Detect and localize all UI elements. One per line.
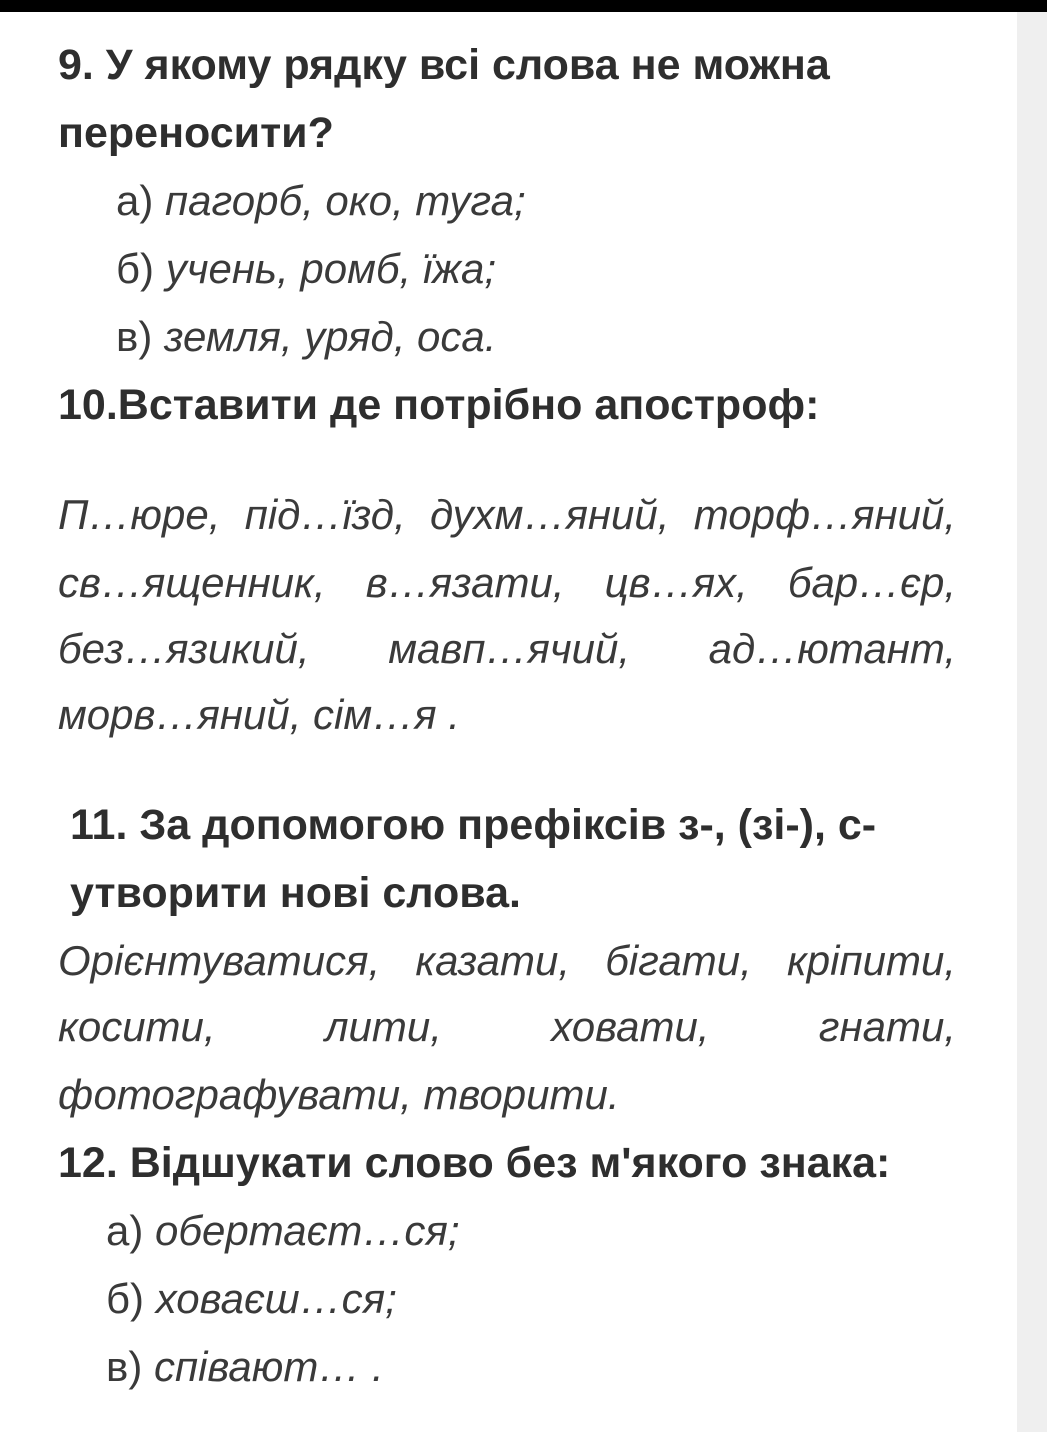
option-letter: а) (116, 177, 154, 224)
option-letter: а) (106, 1207, 144, 1254)
q12-option-c (106, 1343, 384, 1390)
word: в…язати, (365, 559, 565, 606)
q11-title-line2: утворити нові слова. (70, 869, 521, 917)
q11-line2 (58, 1003, 956, 1050)
q12-option-a (106, 1207, 460, 1254)
q11-title-line1: 11. За допомогою префіксів з-, (зі-), с- (70, 801, 877, 849)
word: гнати, (818, 1003, 956, 1050)
word: бар…єр, (787, 559, 956, 606)
option-letter: б) (106, 1275, 145, 1322)
option-text: земля, уряд, оса. (163, 313, 497, 360)
word: бігати, (605, 937, 752, 984)
word: казати, (415, 937, 571, 984)
q11-line1 (58, 937, 956, 984)
q11-line3: фотографувати, творити. (58, 1071, 620, 1118)
word: косити, (58, 1003, 216, 1050)
word: без…язикий, (58, 625, 310, 672)
q12-option-b (106, 1275, 397, 1322)
word: торф…яний, (693, 491, 956, 538)
option-text: обертаєт…ся; (155, 1207, 460, 1254)
word: Орієнтуватися, (58, 937, 381, 984)
q12-title: 12. Відшукати слово без м'якого знака: (58, 1139, 891, 1187)
q9-title-line2: переносити? (58, 109, 334, 157)
q10-line3 (58, 625, 956, 672)
option-text: ховаєш…ся; (155, 1275, 397, 1322)
q10-line4: морв…яний, сім…я . (58, 691, 460, 738)
q9-option-a (116, 177, 526, 224)
q9-option-b (116, 245, 497, 292)
option-letter: в) (106, 1343, 143, 1390)
option-text: співают… . (153, 1343, 384, 1390)
q9-option-c (116, 313, 497, 360)
word: П…юре, (58, 491, 221, 538)
option-letter: в) (116, 313, 153, 360)
word: кріпити, (786, 937, 956, 984)
q9-title-line1: 9. У якому рядку всі слова не можна (58, 41, 830, 89)
word: св…ященник, (58, 559, 326, 606)
option-letter: б) (116, 245, 155, 292)
option-text: учень, ромб, їжа; (165, 245, 497, 292)
word: ховати, (551, 1003, 710, 1050)
word: під…їзд, (244, 491, 406, 538)
word: лити, (324, 1003, 442, 1050)
word: цв…ях, (604, 559, 748, 606)
word: духм…яний, (429, 491, 670, 538)
option-text: пагорб, око, туга; (165, 177, 526, 224)
word: мавп…ячий, (388, 625, 630, 672)
q10-title: 10.Вставити де потрібно апостроф: (58, 381, 820, 429)
right-gutter (1017, 12, 1047, 1432)
q10-line2 (58, 559, 956, 606)
q10-line1 (58, 491, 956, 538)
word: ад…ютант, (708, 625, 956, 672)
